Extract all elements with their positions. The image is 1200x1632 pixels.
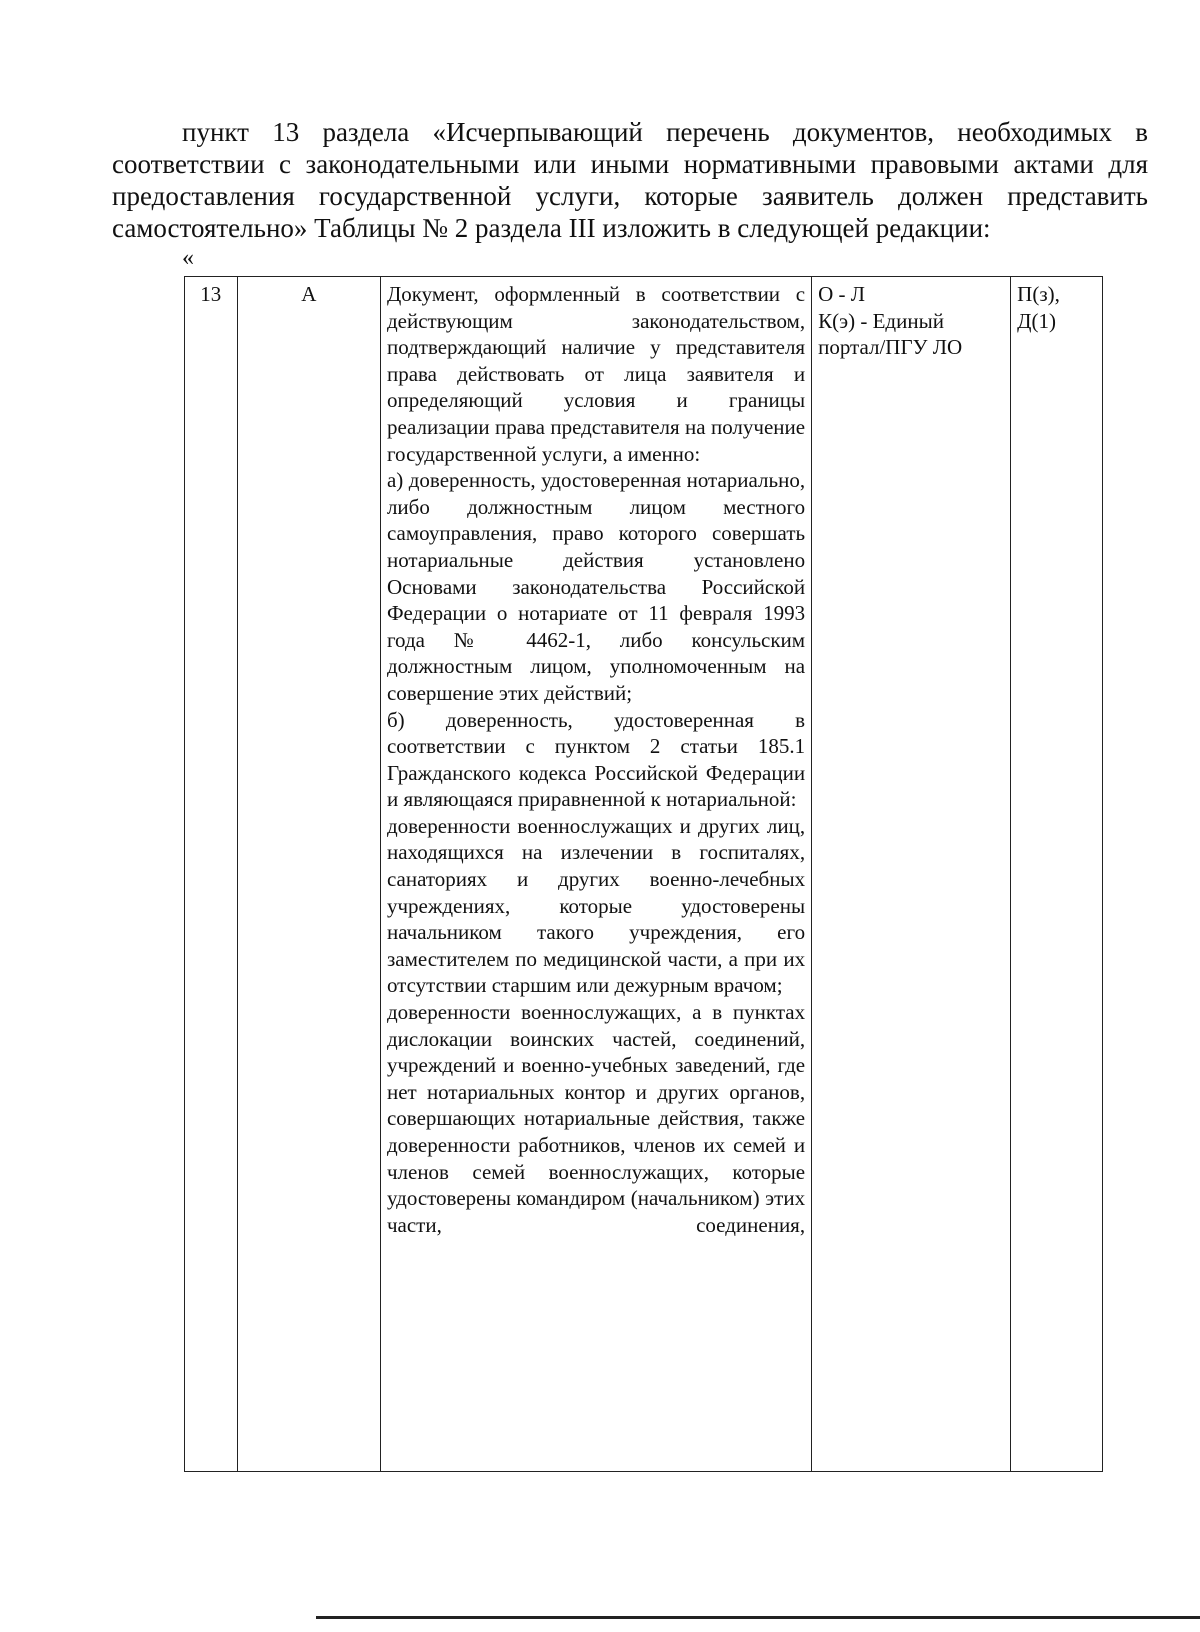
row-category-cell: А [237,277,380,1472]
table-row [185,277,1103,1472]
code-line: П(з), [1017,282,1060,306]
row-code-cell [1011,277,1103,1472]
row-submission-form-cell [812,277,1011,1472]
description-paragraph: а) доверенность, удостоверенная нотариально, либо должностным лицом местного самоуправления, право которого совершать нотариальные действия установлено Основами законодательства Российской Федерации о нотариате от 11 февраля 1993 года № 4462-1, либо консульским должностным лицом, уполномоченным на совершение этих действий; [386,468,806,705]
opening-quote-mark: « [182,245,194,271]
row-description-cell [380,277,811,1472]
submission-form-line: К(э) - Единый портал/ПГУ ЛО [818,308,963,360]
intro-paragraph: пункт 13 раздела «Исчерпывающий перечень документов, необходимых в соответствии с законодательными или иными нормативными правовыми актами для предоставления государственной услуги, которые заявитель должен представить самостоятельно» Таблицы № 2 раздела III изложить в следующей редакции: [112,117,1148,243]
code-line: Д(1) [1017,308,1056,333]
description-paragraph: Документ, оформленный в соответствии с действующим законодательством, подтверждающий наличие у представителя права действовать от лица заявителя и определяющий условия и границы реализации права представителя на получение государственной услуги, а именно: [386,282,806,466]
row-number-cell: 13 [185,277,238,1472]
submission-form-line: О - Л [818,282,865,306]
description-paragraph: б) доверенность, удостоверенная в соответствии с пунктом 2 статьи 185.1 Гражданского кодекса Российской Федерации и являющаяся приравненной к нотариальной: [386,707,806,812]
scan-bottom-edge-line [316,1616,1200,1619]
description-paragraph: доверенности военнослужащих и других лиц, находящихся на излечении в госпиталях, санаториях и других военно-лечебных учреждениях, которые удостоверены начальником такого учреждения, его заместителем по медицинской части, а при их отсутствии старшим или дежурным врачом; [386,813,806,998]
description-paragraph: доверенности военнослужащих, а в пунктах дислокации воинских частей, соединений, учреждений и военно-учебных заведений, где нет нотариальных контор и других органов, совершающих нотариальные действия, также доверенности работников, членов их семей и членов семей военнослужащих, которые удостоверены командиром (начальником) этих части, соединения, [386,1000,806,1237]
documents-table [184,276,1103,1472]
